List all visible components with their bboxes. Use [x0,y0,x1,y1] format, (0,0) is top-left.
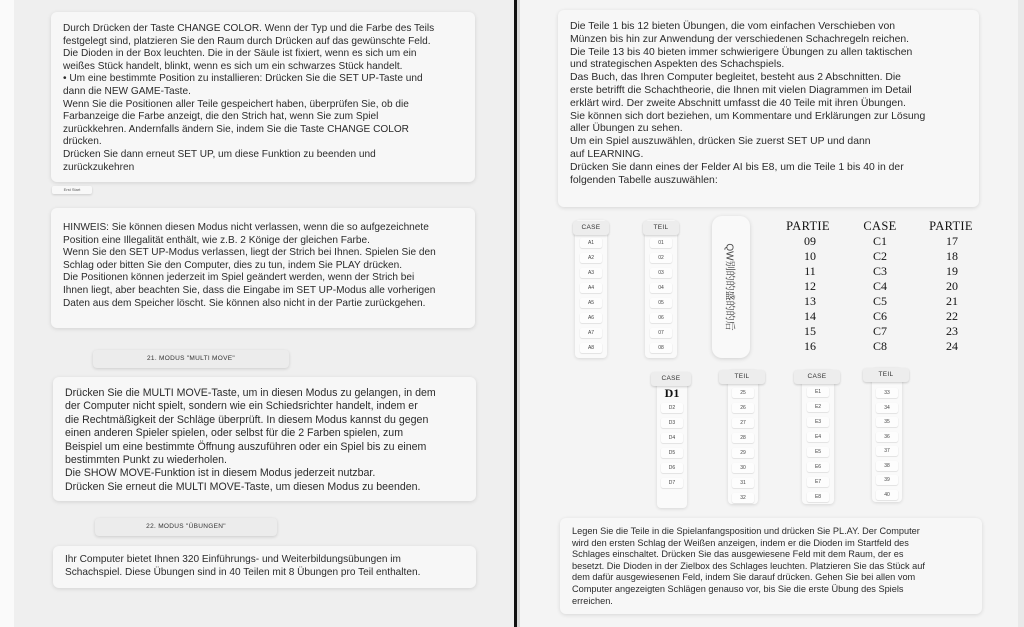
table-cell: E7 [807,477,829,487]
table-cell: D2 [661,403,683,413]
table-cell: 21 [946,294,958,308]
table-cell: 18 [946,249,958,263]
text-line: Schlag oder bitten Sie den Computer, dies zu tun, indem Sie PLAY drücken. [63,259,403,271]
spielanfang-card [560,518,982,614]
table-cell: 35 [876,417,898,427]
table-cell: 01 [650,238,672,248]
text-line: zurückzukehren [63,161,135,173]
card-text [65,387,464,494]
table-cell: 11 [804,264,816,278]
table-cell: A6 [580,313,602,323]
table-cell: E3 [807,417,829,427]
text-line: Sie können sich dort beziehen, um Kommentare und Erklärungen zur Lösung [570,110,926,122]
table-cell: D4 [661,433,683,443]
table3-teil-header: TEIL [719,370,765,384]
table1-teil-header: TEIL [643,221,679,235]
table-cell: D5 [661,448,683,458]
text-line: aller Übungen zu sehen. [570,123,683,135]
table-cell: A4 [580,283,602,293]
table-cell: C6 [872,309,887,323]
text-line: Farbanzeige die Farbe anzeigt, die den Strich hat, wenn Sie zum Spiel [63,111,379,123]
table2-case-header: CASE [863,219,897,233]
teile-intro-card [558,10,979,207]
table-cell: 38 [876,461,898,471]
text-line: der Computer nicht spielt, sondern wie ein Schiedsrichter handelt, indem er [65,400,418,413]
text-line: Drücken Sie dann eines der Felder AI bis E8, um die Teile 1 bis 40 in der [570,161,904,173]
text-line: • Um eine bestimmte Position zu installieren: Drücken Sie die SET UP-Taste und [63,73,423,85]
table-cell: A1 [580,238,602,248]
table3-case-header: CASE [651,372,691,386]
table-cell: C5 [872,294,887,308]
table-cell: 08 [650,343,672,353]
table2-partie-header-2: PARTIE [929,219,973,233]
card-text [65,554,464,579]
table-cell: 26 [732,403,754,413]
table1-case-header: CASE [573,221,609,235]
set-up-instructions-card [51,12,475,182]
text-line: dem dafür ausgewiesenen Feld, indem Sie darauf drücken. Gehen Sie bei allen vom [572,572,916,583]
table-cell: A5 [580,298,602,308]
table2-partie-header-1: PARTIE [786,219,830,233]
table-cell: 30 [732,463,754,473]
table-cell: 15 [804,324,816,338]
text-line: Schlages einschaltet. Drücken Sie das ausgewiesene Feld mit dem Raum, der es [572,549,904,560]
table-cell: 39 [876,475,898,485]
text-line: Drücken Sie die MULTI MOVE-Taste, um in diesen Modus zu gelangen, in dem [65,387,436,399]
table-cell: 04 [650,283,672,293]
text-line: Ihnen liegt, aber beachten Sie, dass die Eingabe im SET UP-Modus alle vorherigen [63,284,436,296]
text-line: auf LEARNING. [570,148,644,160]
table-cell: 20 [946,279,958,293]
table-cell: 31 [732,478,754,488]
table-cell: E5 [807,447,829,457]
table-cell: 24 [946,339,958,353]
card-text [572,526,970,607]
table-cell: E2 [807,402,829,412]
table-cell: 32 [732,493,754,503]
text-line: festgelegt sind, platzieren Sie den Raum durch Drücken auf das gewünschte Feld. [63,35,431,47]
text-line: folgenden Tabelle auszuwählen: [570,174,718,186]
text-line: Wenn Sie den SET UP-Modus verlassen, liegt der Strich bei Ihnen. Spielen Sie den [63,247,436,259]
table-cell: A8 [580,343,602,353]
vertical-label-text: QW别的的盛的的后 [723,243,735,331]
table-cell: C3 [872,264,887,278]
text-line: Münzen bis hin zur Anwendung der verschiedenen Schachregeln reichen. [570,33,910,45]
table-cell: 34 [876,403,898,413]
text-line: Beispiel um eine bestimmte Öffnung auszuführen oder ein Spiel bis zu einem [65,440,427,453]
text-line: bestimmten Punkt zu wiederholen. [65,454,227,467]
text-line: Das Buch, das Ihren Computer begleitet, besteht aus 2 Abschnitten. Die [570,72,901,84]
table-cell: E8 [807,492,829,502]
text-line: Position eine Illegalität enthält, wie z.B. 2 Könige der gleichen Farbe. [63,234,370,246]
table-cell: 25 [732,388,754,398]
text-line: einen anderen Spieler spielen, oder selbst für die 2 Farben spielen, zum [65,427,404,440]
text-line: Computer angezeigten Schlägen genauso vor, bis Sie die erste Übung des Spiels [572,583,904,594]
table-cell: 09 [804,234,816,248]
table-cell: 23 [946,324,958,338]
text-line: die Rechtmäßigkeit der Schläge überprüft. In diesem Modus kannst du gegen [65,413,429,426]
table-cell: A2 [580,253,602,263]
card-text [570,21,967,187]
vertical-label [712,216,750,358]
text-line: Drücken Sie dann erneut SET UP, um diese Funktion zu beenden und [63,148,376,160]
text-line: Legen Sie die Teile in die Spielanfangsposition und drücken Sie PL.AY. Der Computer [572,526,920,536]
text-line: drücken. [63,136,102,148]
table-cell: 12 [804,279,816,293]
page-edge [0,0,14,627]
table-cell: 27 [732,418,754,428]
table-cell: D3 [661,418,683,428]
text-line: wird den ersten Schlag der Weißen anzeigen, indem er die Dioden im Startfeld des [572,537,909,548]
text-line: Daten aus dem Speicher löscht. Sie können also nicht in der Partie zurückgehen. [63,297,426,309]
section-heading-multi-move: 21. MODUS "MULTI MOVE" [93,350,289,368]
text-line: Die SHOW MOVE-Funktion ist in diesem Modus jederzeit nutzbar. [65,467,376,480]
book-spine-shadow [517,0,520,627]
text-line: HINWEIS: Sie können diesen Modus nicht verlassen, wenn die so aufgezeichnete [63,222,429,233]
text-line: besetzt. Die Dioden in der Zielbox des Schlages leuchten. Platzieren Sie das Stück auf [572,560,925,571]
table-cell: 37 [876,446,898,456]
text-line: Die Dioden in der Box leuchten. Die in der Säule ist fixiert, wenn es sich um ein [63,48,417,60]
table-cell: 06 [650,313,672,323]
table-cell: 29 [732,448,754,458]
section-heading-uebungen: 22. MODUS "ÜBUNGEN" [95,518,277,536]
text-line: Die Teile 13 bis 40 bieten immer schwierigere Übungen zu allen taktischen [570,46,913,58]
table-cell: 05 [650,298,672,308]
table-cell: A3 [580,268,602,278]
table-cell: C2 [872,249,887,263]
table-cell: E1 [807,387,829,397]
table-cell: 33 [876,388,898,398]
table-cell: D6 [661,463,683,473]
table-cell: 03 [650,268,672,278]
text-line: zurückkehren. Andernfalls ändern Sie, indem Sie die Taste CHANGE COLOR [63,123,409,135]
multi-move-card [53,377,476,501]
text-line: Die Teile 1 bis 12 bieten Übungen, die vom einfachen Verschieben von [570,21,896,32]
text-line: Durch Drücken der Taste CHANGE COLOR. Wenn der Typ und die Farbe des Teils [63,23,435,34]
table-cell: 36 [876,432,898,442]
table-cell: C8 [872,339,887,353]
table-cell: 22 [946,309,958,323]
table-cell: A7 [580,328,602,338]
table-cell: 19 [946,264,958,278]
card-text [63,222,463,310]
table-cell: 02 [650,253,672,263]
text-line: erreichen. [572,595,613,606]
table-cell: 28 [732,433,754,443]
text-line: Schachspiel. Diese Übungen sind in 40 Teilen mit 8 Übungen pro Teil enthalten. [65,566,421,578]
table-cell: 16 [804,339,816,353]
text-line: und strategischen Aspekten des Schachspiels. [570,59,785,71]
table4-case-header: CASE [794,370,840,384]
text-line: Um ein Spiel auszuwählen, drücken Sie zuerst SET UP und dann [570,136,871,148]
table-cell: 07 [650,328,672,338]
table-cell: E6 [807,462,829,472]
text-line: Drücken Sie erneut die MULTI MOVE-Taste, um diesen Modus zu beenden. [65,480,421,493]
table-cell: 40 [876,490,898,500]
table3-first-case: D1 [664,386,680,400]
hinweis-card [51,208,475,328]
table-cell: C4 [872,279,887,293]
table-cell: 14 [804,309,816,323]
table-cell: D7 [661,478,683,488]
table-cell: C1 [872,234,887,248]
text-line: weißes Stück handelt, blinkt, wenn es sich um ein schwarzes Stück handelt. [63,60,403,72]
text-line: Die Positionen können jederzeit im Spiel geändert werden, wenn der Strich bei [63,272,415,284]
uebungen-card [53,546,476,588]
tiny-label: Erst Start [52,186,92,194]
table-cell: C7 [872,324,887,338]
text-line: Wenn Sie die Positionen aller Teile gespeichert haben, überprüfen Sie, ob die [63,98,409,110]
table4-teil-header: TEIL [863,368,909,382]
text-line: erklärt wird. Der zweite Abschnitt umfasst die 40 Teile mit ihren Übungen. [570,97,906,109]
table-cell: E4 [807,432,829,442]
table-cell: 17 [946,234,958,248]
text-line: Ihr Computer bietet Ihnen 320 Einführungs- und Weiterbildungsübungen im [65,554,401,565]
text-line: dann die NEW GAME-Taste. [63,85,191,97]
text-line: erste betrifft die Schachtheorie, die Ihnen mit vielen Diagrammen im Detail [570,84,912,96]
card-text [63,23,463,174]
table-cell: 10 [804,249,816,263]
table-cell: 13 [804,294,816,308]
